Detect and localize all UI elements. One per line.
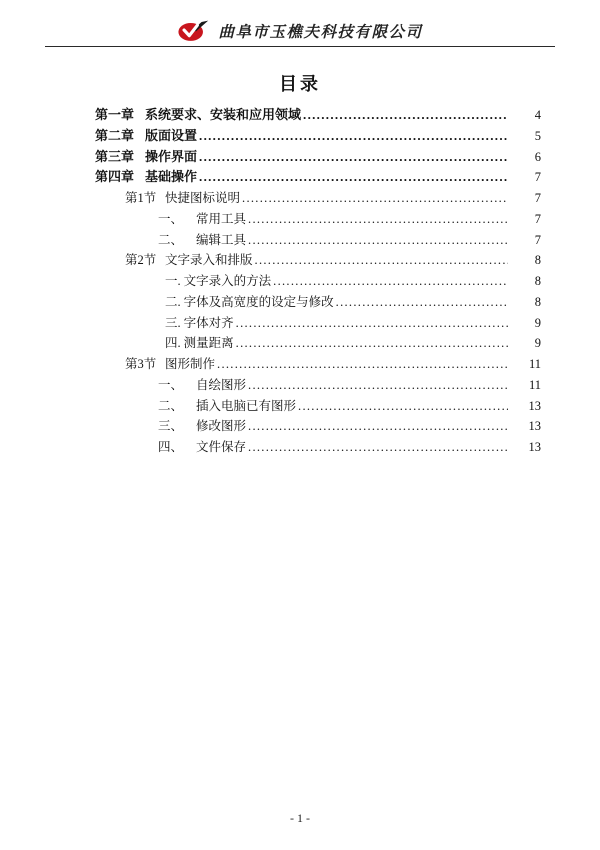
toc-page-number: 11 xyxy=(528,357,541,371)
toc-leader-dots xyxy=(336,292,508,313)
toc-row xyxy=(95,437,545,458)
toc-page-number: 6 xyxy=(534,149,541,164)
toc-row xyxy=(95,126,545,147)
page-header xyxy=(0,0,600,42)
toc-leader-dots xyxy=(199,167,508,188)
toc-row-label: 第四章 xyxy=(95,169,135,185)
toc-list xyxy=(95,105,545,458)
toc-row-title: 操作界面 xyxy=(145,148,198,164)
toc-row-title: 测量距离 xyxy=(183,336,234,351)
toc-page-number: 7 xyxy=(534,232,541,247)
toc-leader-dots xyxy=(255,250,508,271)
toc-row-label: 一、 xyxy=(158,377,184,392)
toc-leader-dots xyxy=(236,333,508,354)
toc-row-label: 第三章 xyxy=(95,148,135,164)
toc-leader-dots xyxy=(217,354,508,375)
toc-row-title: 文字录入和排版 xyxy=(165,253,253,268)
toc-leader-dots xyxy=(248,416,508,437)
toc-row xyxy=(95,313,545,334)
toc-page-number: 4 xyxy=(534,108,541,122)
toc-row-label: 第1节 xyxy=(125,191,157,205)
toc-row-title: 快捷图标说明 xyxy=(165,191,241,205)
toc-row-label: 三、 xyxy=(158,419,184,434)
toc-leader-dots xyxy=(273,271,508,292)
toc-row-title: 修改图形 xyxy=(196,419,247,434)
toc-row-label: 一、 xyxy=(158,211,184,226)
company-name: 曲阜市玉樵夫科技有限公司 xyxy=(218,23,423,41)
toc-row-title: 图形制作 xyxy=(165,357,216,371)
toc-row-label: 二. xyxy=(165,294,181,309)
toc-page-number: 9 xyxy=(534,315,541,330)
toc-page-number: 7 xyxy=(534,170,541,185)
toc-page-number: 8 xyxy=(534,294,541,309)
toc-row-label: 四、 xyxy=(158,440,184,454)
toc-page-number: 8 xyxy=(534,253,541,268)
footer-page-number: - 1 - xyxy=(290,811,310,825)
toc-row-label: 三. xyxy=(165,315,181,330)
toc-row-label: 第一章 xyxy=(95,107,135,122)
toc-leader-dots xyxy=(248,375,508,396)
toc-page-number: 11 xyxy=(528,377,541,392)
toc-page-number: 13 xyxy=(528,440,541,454)
toc-leader-dots xyxy=(199,147,508,168)
toc-row xyxy=(95,188,545,209)
toc-leader-dots xyxy=(236,313,508,334)
toc-page-number: 5 xyxy=(534,128,541,143)
toc-leader-dots xyxy=(298,396,508,417)
toc-page-number: 13 xyxy=(528,398,541,413)
toc-row xyxy=(95,250,545,271)
toc-row-title: 常用工具 xyxy=(196,211,247,226)
toc-row-label: 四. xyxy=(165,336,181,351)
toc-row-label: 第二章 xyxy=(95,127,135,143)
toc-row xyxy=(95,396,545,417)
toc-page-number: 7 xyxy=(534,211,541,226)
toc-row-label: 二、 xyxy=(158,398,184,413)
page-footer xyxy=(0,811,600,826)
page-title: 目录 xyxy=(279,74,321,94)
toc-row xyxy=(95,354,545,375)
toc-leader-dots xyxy=(248,437,508,458)
toc-row-label: 二、 xyxy=(158,232,184,247)
toc-row-label: 一. xyxy=(165,274,181,288)
toc-row xyxy=(95,167,545,188)
toc-leader-dots xyxy=(248,209,508,230)
header-divider xyxy=(45,46,555,47)
toc-page-number: 9 xyxy=(534,336,541,351)
company-logo-icon xyxy=(177,19,211,42)
toc-row-title: 文字录入的方法 xyxy=(183,274,272,288)
toc-leader-dots xyxy=(242,188,508,209)
toc-row xyxy=(95,416,545,437)
toc-row xyxy=(95,292,545,313)
toc-row xyxy=(95,105,545,126)
toc-row-title: 字体对齐 xyxy=(183,315,234,330)
toc-row-title: 编辑工具 xyxy=(196,232,247,247)
toc-leader-dots xyxy=(248,230,508,251)
toc-row xyxy=(95,230,545,251)
toc-row xyxy=(95,333,545,354)
toc-row-title: 版面设置 xyxy=(145,127,198,143)
toc-row xyxy=(95,375,545,396)
toc-row-title: 字体及高宽度的设定与修改 xyxy=(183,294,334,309)
toc-leader-dots xyxy=(303,105,508,126)
toc-row-title: 系统要求、安装和应用领域 xyxy=(145,107,302,122)
toc-page-number: 13 xyxy=(528,419,541,434)
toc-leader-dots xyxy=(199,126,508,147)
toc-row-title: 插入电脑已有图形 xyxy=(196,398,297,413)
toc-row-title: 文件保存 xyxy=(196,440,247,454)
toc-page-number: 7 xyxy=(534,191,541,205)
toc-row-title: 基础操作 xyxy=(145,169,198,185)
toc-row-label: 第2节 xyxy=(125,253,157,268)
toc-row xyxy=(95,271,545,292)
toc-row xyxy=(95,209,545,230)
toc-page-number: 8 xyxy=(534,274,541,288)
toc-row-title: 自绘图形 xyxy=(196,377,247,392)
toc-row xyxy=(95,147,545,168)
toc-row-label: 第3节 xyxy=(125,357,157,371)
